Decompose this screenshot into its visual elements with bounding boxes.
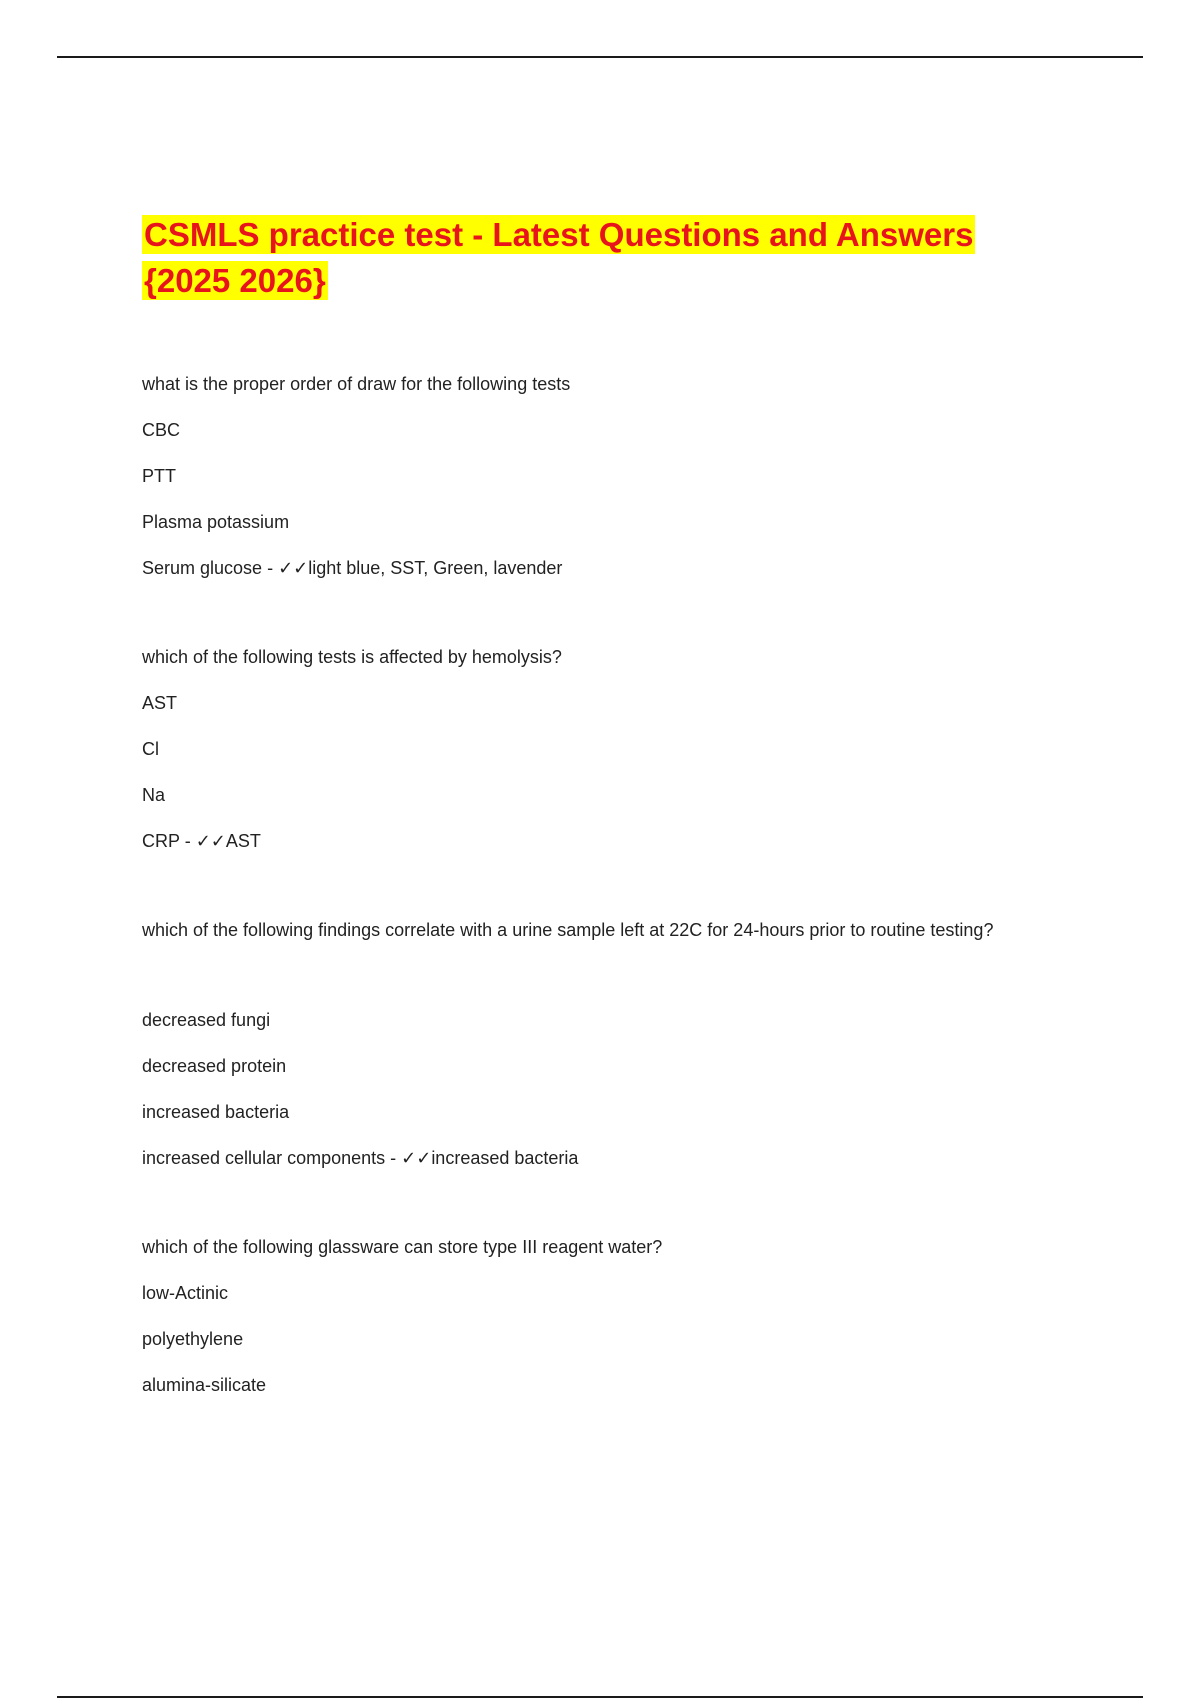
document-body <box>142 212 1062 1399</box>
question-option: decreased fungi <box>142 1010 271 1030</box>
question-answer: AST <box>225 831 261 851</box>
page-title-text: CSMLS practice test - Latest Questions and Answers {2025 2026} <box>144 216 974 299</box>
check-mark-icon: ✓✓ <box>195 831 226 852</box>
page-title <box>142 212 1062 304</box>
check-mark-icon: ✓✓ <box>401 1148 432 1169</box>
question-prompt: which of the following tests is affected by hemolysis? <box>142 647 562 667</box>
answer-separator: - <box>262 558 279 578</box>
check-mark-icon: ✓✓ <box>278 558 309 579</box>
question-answer-line <box>142 1144 1062 1173</box>
question-option: Plasma potassium <box>142 512 290 532</box>
question-answer: increased bacteria <box>431 1148 579 1168</box>
question-option: CRP <box>142 831 180 851</box>
question-answer-line <box>142 554 1062 583</box>
question-block-1 <box>142 370 1062 583</box>
question-option: Cl <box>142 739 159 759</box>
question-option: PTT <box>142 466 176 486</box>
answer-separator: - <box>385 1148 402 1168</box>
question-block-3 <box>142 916 1062 1173</box>
question-answer: light blue, SST, Green, lavender <box>308 558 563 578</box>
footer-rule <box>57 1696 1143 1698</box>
question-option: increased bacteria <box>142 1102 290 1122</box>
question-prompt: what is the proper order of draw for the following tests <box>142 374 571 394</box>
question-option: AST <box>142 693 178 713</box>
question-option: Serum glucose <box>142 558 263 578</box>
question-option: alumina-silicate <box>142 1375 267 1395</box>
header-rule <box>57 56 1143 58</box>
answer-separator: - <box>179 831 196 851</box>
question-option: CBC <box>142 420 181 440</box>
question-option: Na <box>142 785 166 805</box>
question-option: low-Actinic <box>142 1283 229 1303</box>
question-option: polyethylene <box>142 1329 244 1349</box>
question-answer-line <box>142 827 1062 856</box>
question-prompt: which of the following glassware can store type III reagent water? <box>142 1237 663 1257</box>
question-block-4 <box>142 1233 1062 1399</box>
question-block-2 <box>142 643 1062 856</box>
question-option: decreased protein <box>142 1056 287 1076</box>
question-option: increased cellular components <box>142 1148 386 1168</box>
question-prompt: which of the following findings correlate with a urine sample left at 22C for 24-hours prior to routine testing? <box>142 920 994 940</box>
